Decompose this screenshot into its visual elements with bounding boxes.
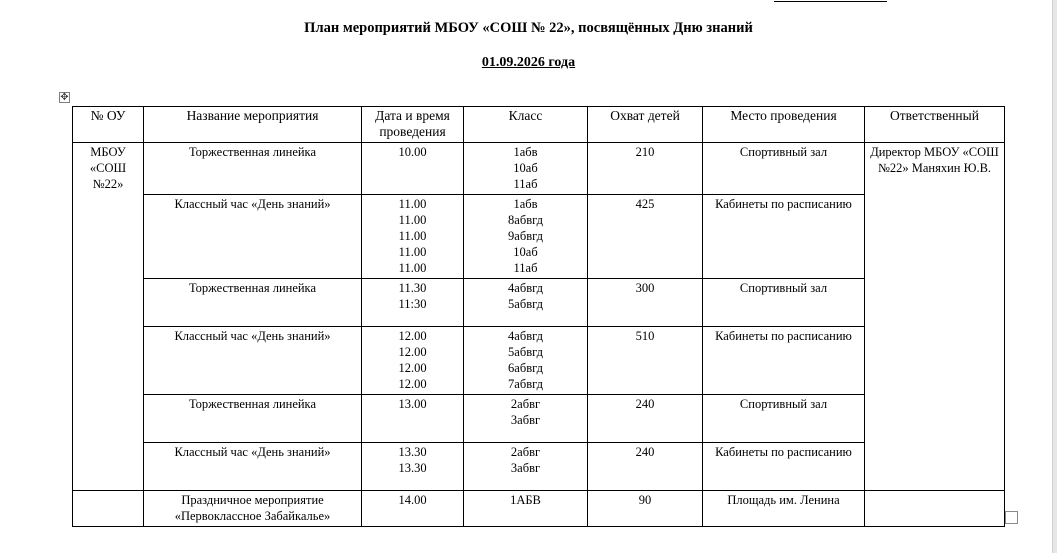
- event-times-line: 13.00: [398, 397, 427, 411]
- event-classes-line: 11аб: [513, 177, 538, 191]
- event-name: Классный час «День знаний»: [144, 195, 362, 279]
- header-responsible: Ответственный: [865, 107, 1005, 143]
- header-event: Название мероприятия: [144, 107, 362, 143]
- table-row: [73, 143, 1005, 195]
- event-place: Спортивный зал: [703, 395, 865, 443]
- event-coverage: 425: [588, 195, 703, 279]
- header-coverage: Охват детей: [588, 107, 703, 143]
- event-classes-line: 3абвг: [510, 461, 541, 475]
- events-table: [72, 106, 1005, 527]
- event-name: Классный час «День знаний»: [144, 443, 362, 491]
- event-coverage: 300: [588, 279, 703, 327]
- event-times-line: 13.30: [398, 445, 427, 459]
- event-times-line: 10.00: [398, 145, 427, 159]
- event-classes-line: 3абвг: [510, 413, 541, 427]
- event-times-line: 11:30: [398, 297, 427, 311]
- event-classes-line: 9абвгд: [508, 229, 543, 243]
- event-times: [362, 143, 464, 195]
- event-times-line: 11.00: [398, 213, 427, 227]
- event-place: Спортивный зал: [703, 143, 865, 195]
- event-classes-line: 10аб: [513, 245, 538, 259]
- event-classes-line: 11аб: [513, 261, 538, 275]
- table-move-handle-icon[interactable]: ✥: [60, 92, 69, 103]
- event-times: [362, 443, 464, 491]
- header-datetime: Дата и время проведения: [362, 107, 464, 143]
- event-place: Кабинеты по расписанию: [703, 443, 865, 491]
- event-times-line: 12.00: [398, 329, 427, 343]
- event-classes-line: 1абв: [513, 197, 538, 211]
- event-times-line: 12.00: [398, 345, 427, 359]
- header-place: Место проведения: [703, 107, 865, 143]
- event-coverage: 210: [588, 143, 703, 195]
- event-classes: 1АБВ: [464, 491, 588, 527]
- event-classes-line: 2абвг: [510, 445, 541, 459]
- event-coverage: 510: [588, 327, 703, 395]
- event-time: 14.00: [362, 491, 464, 527]
- event-classes: [464, 279, 588, 327]
- event-name: Торжественная линейка: [144, 395, 362, 443]
- event-name: Праздничное мероприятие «Первоклассное Забайкалье»: [144, 491, 362, 527]
- header-class: Класс: [464, 107, 588, 143]
- responsible-cell-empty: [865, 491, 1005, 527]
- event-classes-line: 5абвгд: [508, 297, 543, 311]
- page-scrollbar-edge: [1052, 0, 1057, 553]
- header-rule: [774, 1, 887, 2]
- event-times-line: 11.00: [398, 229, 427, 243]
- event-name: Торжественная линейка: [144, 279, 362, 327]
- event-classes-line: 4абвгд: [508, 281, 543, 295]
- event-coverage: 240: [588, 395, 703, 443]
- event-times-line: 11.00: [398, 245, 427, 259]
- event-classes-line: 2абвг: [510, 397, 541, 411]
- event-name: Классный час «День знаний»: [144, 327, 362, 395]
- event-place: Кабинеты по расписанию: [703, 195, 865, 279]
- table-row: [73, 491, 1005, 527]
- event-times: [362, 279, 464, 327]
- school-cell-empty: [73, 491, 144, 527]
- event-times: [362, 395, 464, 443]
- event-classes-line: 7абвгд: [508, 377, 543, 391]
- event-place: Площадь им. Ленина: [703, 491, 865, 527]
- event-classes: [464, 195, 588, 279]
- event-times: [362, 327, 464, 395]
- event-classes-line: 6абвгд: [508, 361, 543, 375]
- event-classes-line: 5абвгд: [508, 345, 543, 359]
- event-classes-line: 10аб: [513, 161, 538, 175]
- event-place: Кабинеты по расписанию: [703, 327, 865, 395]
- event-coverage: 240: [588, 443, 703, 491]
- document-date: 01.09.2026 года: [481, 55, 576, 70]
- event-classes: [464, 143, 588, 195]
- event-times-line: 12.00: [398, 377, 427, 391]
- responsible-cell: Директор МБОУ «СОШ №22» Маняхин Ю.В.: [865, 143, 1005, 491]
- table-header-row: [73, 107, 1005, 143]
- event-times-line: 12.00: [398, 361, 427, 375]
- event-times-line: 11.00: [398, 261, 427, 275]
- event-times-line: 11.00: [398, 197, 427, 211]
- event-classes: [464, 327, 588, 395]
- event-classes-line: 4абвгд: [508, 329, 543, 343]
- document-title: План мероприятий МБОУ «СОШ № 22», посвящённых Дню знаний: [304, 20, 753, 36]
- event-place: Спортивный зал: [703, 279, 865, 327]
- header-ou: № ОУ: [73, 107, 144, 143]
- table-resize-handle[interactable]: [1005, 511, 1018, 524]
- event-classes-line: 1абв: [513, 145, 538, 159]
- event-classes: [464, 395, 588, 443]
- event-times-line: 13.30: [398, 461, 427, 475]
- event-name: Торжественная линейка: [144, 143, 362, 195]
- event-classes-line: 8абвгд: [508, 213, 543, 227]
- event-times-line: 11.30: [398, 281, 427, 295]
- event-times: [362, 195, 464, 279]
- event-coverage: 90: [588, 491, 703, 527]
- school-cell: МБОУ «СОШ №22»: [73, 143, 144, 491]
- event-classes: [464, 443, 588, 491]
